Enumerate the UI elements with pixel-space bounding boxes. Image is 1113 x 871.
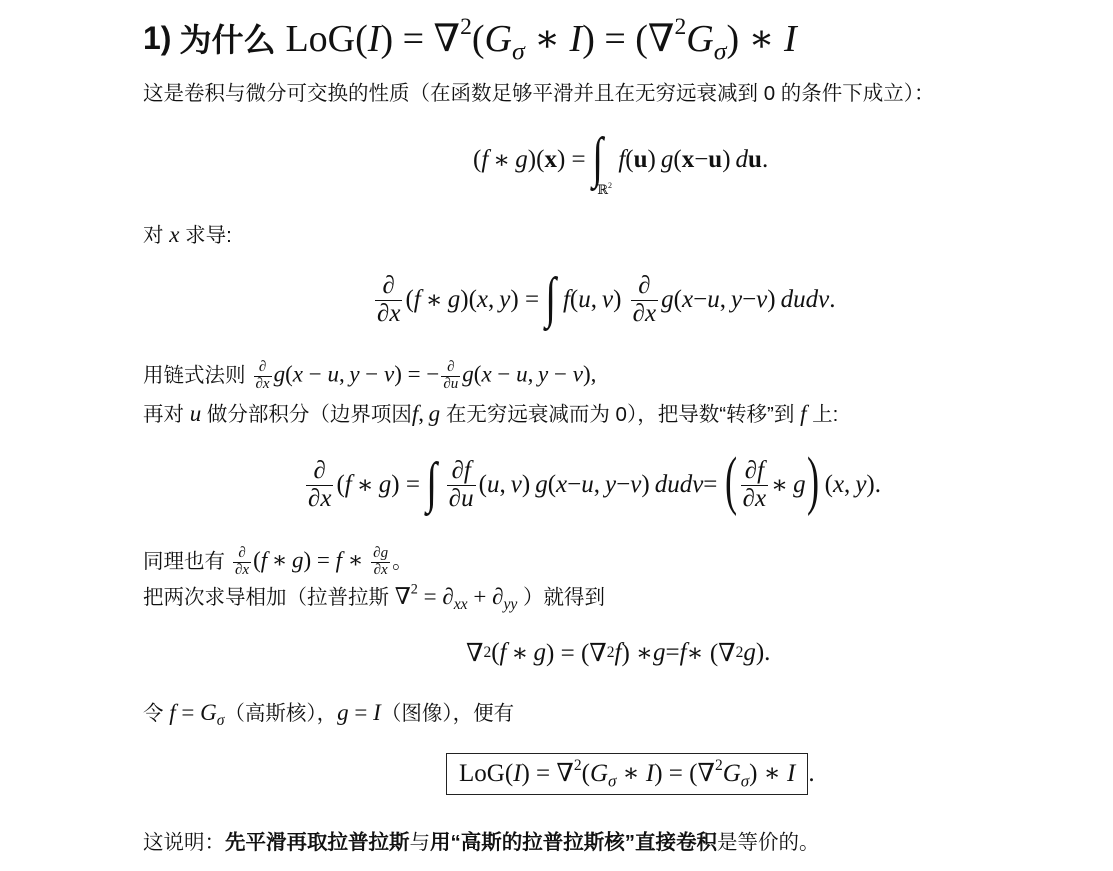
laplacian-sum-pre: 把两次求导相加（拉普拉斯 [143, 586, 389, 609]
similarly-pre: 同理也有 [143, 550, 225, 574]
heading-equation: $LoG(I) = \nabla^2(G_\sigma$ ∗ $I) = (\nabla^2G_\sigma)$ ∗ I [285, 13, 797, 65]
conclusion-bold-2: 用“高斯的拉普拉斯核”直接卷积 [430, 831, 717, 854]
substitution-line: 令 $f = G_\sigma$（高斯核），g = I（图像），便有 [143, 700, 515, 729]
laplacian-convolution-equation: ∇ 2 ( f ∗ g ) = (∇ 2 f ) ∗ g = f ∗ (∇ 2 g ). [466, 639, 771, 667]
similarly-line: 同理也有 $\frac{\partial}{\partial x}$ (f ∗ g) = f ∗ $\frac{\partial g}{\partial x}$ 。 [143, 545, 413, 578]
conclusion-bold-1: 先平滑再取拉普拉斯 [225, 831, 410, 854]
derivative-intro-pre: 对 [143, 224, 164, 247]
substitution-mid1: （高斯核）， [224, 702, 338, 725]
derivative-convolution-equation: $\frac{\partial}{\partial x}$ ( f ∗ g )( x , y ) = ∫ f ( u , v ) $\frac{\partial}{\partial x}$ g ( x − u , y − v ) dudv . [377, 267, 836, 329]
conclusion-pre: 这说明： [143, 831, 225, 854]
result-box: $LoG(I) = \nabla^2(G_\sigma$ ∗ $I) = (\nabla^2G_\sigma)$ ∗ I [446, 753, 808, 795]
section-heading [143, 10, 797, 66]
chain-rule-line: 用链式法则 $\frac{\partial}{\partial x}$ g(x − u, y − v) = − $\frac{\partial}{\partial u}$ g(x − u, y − v), [143, 359, 597, 392]
derivative-intro: 对 x 求导: [143, 222, 232, 247]
derivative-intro-post: 求导: [185, 224, 232, 247]
laplacian-sum-line: 把两次求导相加（拉普拉斯 $\nabla^2 = \partial_{xx} + \partial_{yy}$ ）就得到 [143, 581, 606, 613]
similarly-end: 。 [392, 550, 413, 574]
ibp-mid1: 做分部积分（边界项因 [206, 403, 412, 426]
laplacian-sum-post: ）就得到 [523, 586, 606, 609]
ibp-mid2: 在无穷远衰减而为 0），把导数“转移”到 [445, 403, 795, 426]
conclusion-post: 是等价的。 [717, 831, 820, 854]
chain-rule-pre: 用链式法则 [143, 364, 246, 388]
conclusion-line [143, 830, 820, 856]
conclusion-mid: 与 [409, 831, 430, 854]
heading-number: 1) [143, 19, 172, 56]
integration-by-parts-line: 再对 u 做分部积分（边界项因f, g 在无穷远衰减而为 0），把导数“转移”到 f 上: [143, 401, 839, 426]
derivative-transfer-equation: $\frac{\partial}{\partial x}$ ( f ∗ g ) = ∫ $\frac{\partial f}{\partial u}$ ( u , v ) g ( x − u , y − v ) dudv = ( $\frac{\partial f}{\partial x}$ ∗ g ) ( x , y ). [308, 444, 881, 517]
ibp-post: 上: [812, 403, 839, 426]
intro-paragraph: 这是卷积与微分可交换的性质（在函数足够平滑并且在无穷远衰减到 0 的条件下成立）： [143, 82, 935, 105]
convolution-definition-equation: ( f ∗ g )( x ) = ∫ ℝ$^2$ f ( u ) g ( x − u ) d u . [473, 127, 769, 197]
ibp-pre: 再对 [143, 403, 184, 426]
heading-title: 为什么 [179, 22, 276, 58]
substitution-pre: 令 [143, 702, 164, 725]
substitution-mid2: （图像），便有 [380, 702, 515, 725]
boxed-result: $LoG(I) = \nabla^2(G_\sigma$ ∗ $I) = (\nabla^2G_\sigma)$ ∗ I . [446, 753, 815, 795]
